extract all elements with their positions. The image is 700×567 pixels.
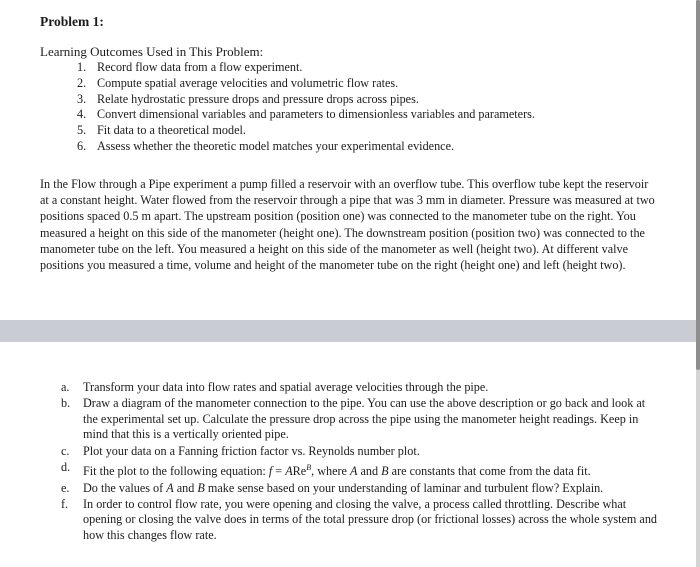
task-text-post: are constants that come from the data fit.	[388, 464, 591, 479]
task-text-mid: , where	[311, 464, 351, 479]
item-number: 5.	[77, 123, 87, 138]
item-number: 2.	[77, 75, 87, 90]
task-c	[61, 444, 661, 459]
equation-a: A	[285, 464, 293, 479]
list-item	[77, 107, 535, 123]
equation-re: Re	[292, 464, 307, 479]
item-number: 6.	[77, 138, 87, 153]
task-text: Draw a diagram of the manometer connection to the pipe. You can use the above description or go back and look at the experimental set up. Calculate the pressure drop across the pipe using the manometer height readings. Keep in mind that this is a vertically oriented pipe.	[83, 396, 646, 442]
task-d	[61, 460, 661, 479]
task-b	[61, 396, 661, 442]
item-number: 4.	[77, 107, 87, 122]
task-text: In order to control flow rate, you were opening and closing the valve, a process called throttling. Describe what opening or closing the valve does in terms of the total pressure drop (or frictional losses) across the whole system and how this changes flow rate.	[83, 496, 658, 542]
constant-b: B	[197, 480, 205, 495]
task-text-pre: Fit the plot to the following equation:	[83, 464, 269, 479]
list-item	[77, 139, 535, 155]
problem-title: Problem 1:	[40, 14, 104, 29]
task-list	[61, 380, 661, 543]
equation-equals: =	[272, 464, 286, 479]
item-number: 1.	[77, 60, 87, 74]
task-a	[61, 380, 661, 395]
constant-a: A	[166, 480, 174, 495]
task-letter: f.	[61, 496, 69, 511]
task-letter: d.	[61, 460, 71, 475]
task-letter: b.	[61, 396, 71, 411]
experiment-description: In the Flow through a Pipe experiment a pump filled a reservoir with an overflow tube. This overflow tube kept the reservoir at a constant height. Water flowed from the reservoir through a pipe that was 3 mm in diameter. Pressure was measured at two positions spaced 0.5 m apart. The upstream position (position one) was connected to the manometer tube on the right. You measured a height on this side of the manometer (height one). The downstream position (position two) was connected to the manometer tube on the left. You measured a height on this side of the manometer as well (height two). At different valve positions you measured a time, volume and height of the manometer tube on the right (height one) and left (height two).	[40, 177, 655, 273]
section-divider	[0, 320, 700, 342]
item-text: Relate hydrostatic pressure drops and pressure drops across pipes.	[97, 91, 419, 106]
list-item	[77, 76, 535, 92]
list-item	[77, 92, 535, 108]
learning-outcomes-heading: Learning Outcomes Used in This Problem:	[40, 44, 264, 59]
item-number: 3.	[77, 91, 87, 106]
task-text-post: make sense based on your understanding of laminar and turbulent flow? Explain.	[204, 480, 604, 495]
item-text: Record flow data from a flow experiment.	[97, 60, 303, 74]
equation-exponent-b: B	[306, 463, 312, 473]
scrollbar-thumb[interactable]	[696, 0, 700, 370]
equation-f: f	[268, 464, 273, 479]
task-text: Transform your data into flow rates and spatial average velocities through the pipe.	[83, 380, 489, 394]
constant-b: B	[381, 464, 389, 479]
scrollbar-track[interactable]	[696, 0, 700, 567]
task-text-pre: Do the values of	[83, 480, 167, 495]
task-letter: e.	[61, 480, 70, 495]
task-letter: c.	[61, 443, 70, 458]
task-letter: a.	[61, 380, 70, 394]
constant-a: A	[350, 464, 358, 479]
learning-outcomes-list	[77, 60, 535, 155]
item-text: Fit data to a theoretical model.	[97, 123, 246, 138]
list-item	[77, 123, 535, 139]
task-text-and: and	[173, 480, 198, 495]
task-text: Plot your data on a Fanning friction factor vs. Reynolds number plot.	[83, 443, 420, 458]
task-e	[61, 481, 661, 496]
list-item	[77, 60, 535, 76]
item-text: Assess whether the theoretic model matches your experimental evidence.	[97, 138, 455, 153]
item-text: Convert dimensional variables and parameters to dimensionless variables and parameters.	[97, 107, 535, 122]
task-f	[61, 497, 661, 543]
item-text: Compute spatial average velocities and volumetric flow rates.	[97, 75, 399, 90]
task-text-and: and	[357, 464, 382, 479]
